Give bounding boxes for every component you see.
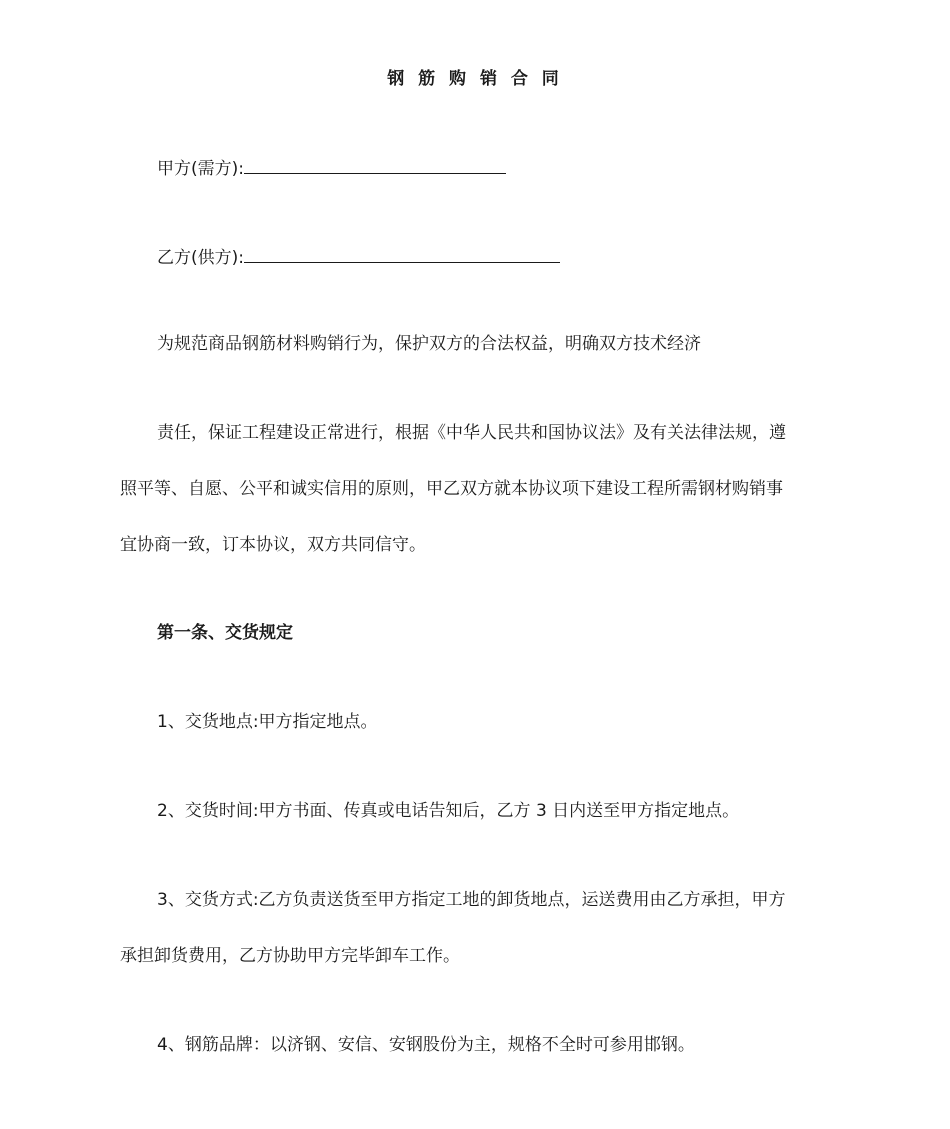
party-a-blank[interactable]	[244, 155, 506, 174]
preamble-line-2: 责任，保证工程建设正常进行，根据《中华人民共和国协议法》及有关法律法规，遵	[157, 423, 786, 443]
preamble-line-4: 宜协商一致，订本协议，双方共同信守。	[120, 535, 426, 555]
article-1-item-2: 2、交货时间:甲方书面、传真或电话告知后，乙方 3 日内送至甲方指定地点。	[157, 801, 740, 821]
preamble-line-3: 照平等、自愿、公平和诚实信用的原则，甲乙双方就本协议项下建设工程所需钢材购销事	[120, 479, 783, 499]
article-1-item-3-line-2: 承担卸货费用，乙方协助甲方完毕卸车工作。	[120, 946, 460, 966]
article-1-heading: 第一条、交货规定	[157, 623, 293, 643]
party-b-label: 乙方(供方):	[157, 248, 244, 268]
party-a-line	[157, 155, 506, 180]
article-1-item-3-line-1: 3、交货方式:乙方负责送货至甲方指定工地的卸货地点，运送费用由乙方承担，甲方	[157, 890, 786, 910]
article-1-item-4: 4、钢筋品牌：以济钢、安信、安钢股份为主，规格不全时可参用邯钢。	[157, 1035, 695, 1055]
party-b-line	[157, 244, 560, 269]
party-b-blank[interactable]	[244, 244, 560, 263]
preamble-line-1: 为规范商品钢筋材料购销行为，保护双方的合法权益，明确双方技术经济	[157, 334, 701, 354]
article-1-item-1: 1、交货地点:甲方指定地点。	[157, 712, 378, 732]
document-title: 钢 筋 购 销 合 同	[387, 69, 563, 89]
party-a-label: 甲方(需方):	[157, 159, 244, 179]
